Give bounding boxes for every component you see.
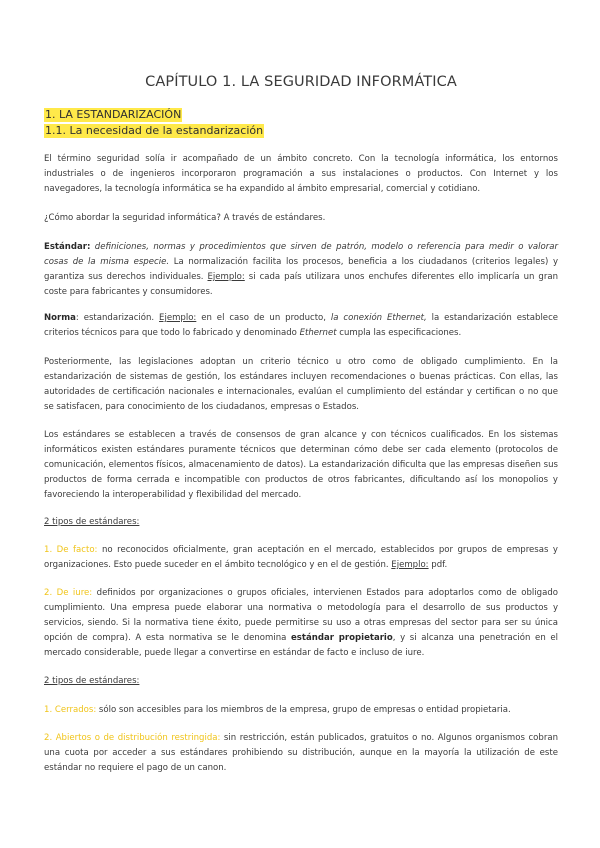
de-facto-label: 1. De facto: [44, 545, 98, 555]
de-iure-text-2: , y si alcanza una penetración en el mercado considerable, puede llegar a convertirse en estándar de facto e incluso de iure. [44, 633, 558, 658]
norma-term: Norma [44, 313, 76, 323]
norma-ejemplo-label: Ejemplo: [159, 313, 197, 323]
chapter-title: CAPÍTULO 1. LA SEGURIDAD INFORMÁTICA [145, 74, 457, 90]
paragraph-de-facto [44, 543, 558, 573]
subsection-heading: 1.1. La necesidad de la estandarización [45, 124, 264, 137]
de-facto-ejemplo-text: pdf. [431, 560, 448, 570]
norma-text-3: la estandarización establece criterios técnicos para que todo lo fabricado y denominado [44, 313, 559, 338]
estandar-definition: definiciones, normas y procedimientos que sirven de patrón, modelo o referencia para medir o valorar cosas de la misma especie. [44, 242, 558, 267]
cerrados-label: 1. Cerrados: [44, 705, 97, 715]
norma-text-1: : estandarización. [75, 313, 155, 323]
estandar-ejemplo-label: Ejemplo: [207, 272, 245, 282]
de-iure-text-1: definidos por organizaciones o grupos oficiales, intervienen Estados para adoptarlos como de obligado cumplimiento. Una empresa puede elaborar una normativa o metodología para el desarrollo de sus productos y servicios, siendo. Si la normativa tiene éxito, puede permitirse su uso a otras empresas del sector para ser su única opción de compra). A esta normativa se le denomina [44, 588, 559, 643]
estandar-ejemplo-text: si cada país utilizara unos enchufes diferentes ello implicaría un gran coste para fabricantes y consumidores. [44, 272, 558, 297]
norma-text-4: cumpla las especificaciones. [339, 328, 462, 338]
norma-italic-1: la conexión Ethernet, [330, 313, 427, 323]
abiertos-text: sin restricción, están publicados, gratuitos o no. Algunos organismos cobran una cuota por acceder a sus estándares prohibiendo su distribución, aunque en la mayoría la utilización de este estándar no requiere el pago de un canon. [44, 733, 559, 773]
paragraph-cerrados [44, 703, 558, 718]
estandar-term: Estándar: [44, 242, 91, 252]
de-facto-text: no reconocidos oficialmente, gran aceptación en el mercado, establecidos por grupos de empresas y organizaciones. Esto puede suceder en el ámbito tecnológico y en el de gestión. [44, 545, 558, 570]
tipos-heading-1: 2 tipos de estándares: [44, 517, 140, 527]
estandar-text: La normalización facilita los procesos, beneficia a los ciudadanos (criterios legales) y garantiza sus derechos individuales. [44, 257, 559, 282]
paragraph-question: ¿Cómo abordar la seguridad informática? A través de estándares. [44, 213, 326, 223]
tipos-heading-2: 2 tipos de estándares: [44, 676, 140, 686]
paragraph-consensos: Los estándares se establecen a través de consensos de gran alcance y con técnicos cualificados. En los sistemas informáticos existen estándares puramente técnicos que determinan cómo debe ser cada elemento (protocolos de comunicación, elementos físicos, almacenamiento de datos). La estandarización dificulta que las empresas diseñen sus productos de forma cerrada e incompatible con productos de otros fabricantes, dificultando así los monopolios y favoreciendo la interoperabilidad y flexibilidad del mercado. [44, 430, 558, 500]
paragraph-norma [44, 311, 558, 341]
paragraph-legislaciones: Posteriormente, las legislaciones adoptan un criterio técnico u otro como de obligado cumplimiento. En la estandarización de sistemas de gestión, los estándares incluyen recomendaciones o buenas prácticas. Con ellas, las autoridades de certificación nacionales e internacionales, evalúan el cumplimiento del estándar y certifican o no que se satisfacen, para conocimiento de los ciudadanos, empresas o Estados. [44, 357, 558, 412]
paragraph-intro: El término seguridad solía ir acompañado de un ámbito concreto. Con la tecnología informática, los entornos industriales o de ingenieros incorporaron programación a sus instalaciones o productos. Con Internet y los navegadores, la tecnología informática se ha expandido al ámbito empresarial, comercial y cotidiano. [44, 154, 558, 194]
norma-text-2: en el caso de un producto, [201, 313, 326, 323]
norma-italic-2: Ethernet [299, 328, 337, 338]
cerrados-text: sólo son accesibles para los miembros de la empresa, grupo de empresas o entidad propietaria. [98, 705, 511, 715]
de-facto-ejemplo-label: Ejemplo: [391, 560, 429, 570]
section-heading: 1. LA ESTANDARIZACIÓN [45, 108, 182, 121]
paragraph-abiertos [44, 731, 558, 776]
estandar-propietario: estándar propietario [291, 633, 393, 643]
paragraph-de-iure [44, 586, 558, 661]
de-iure-label: 2. De iure: [44, 588, 93, 598]
paragraph-estandar [44, 240, 558, 300]
abiertos-label: 2. Abiertos o de distribución restringida: [44, 733, 221, 743]
